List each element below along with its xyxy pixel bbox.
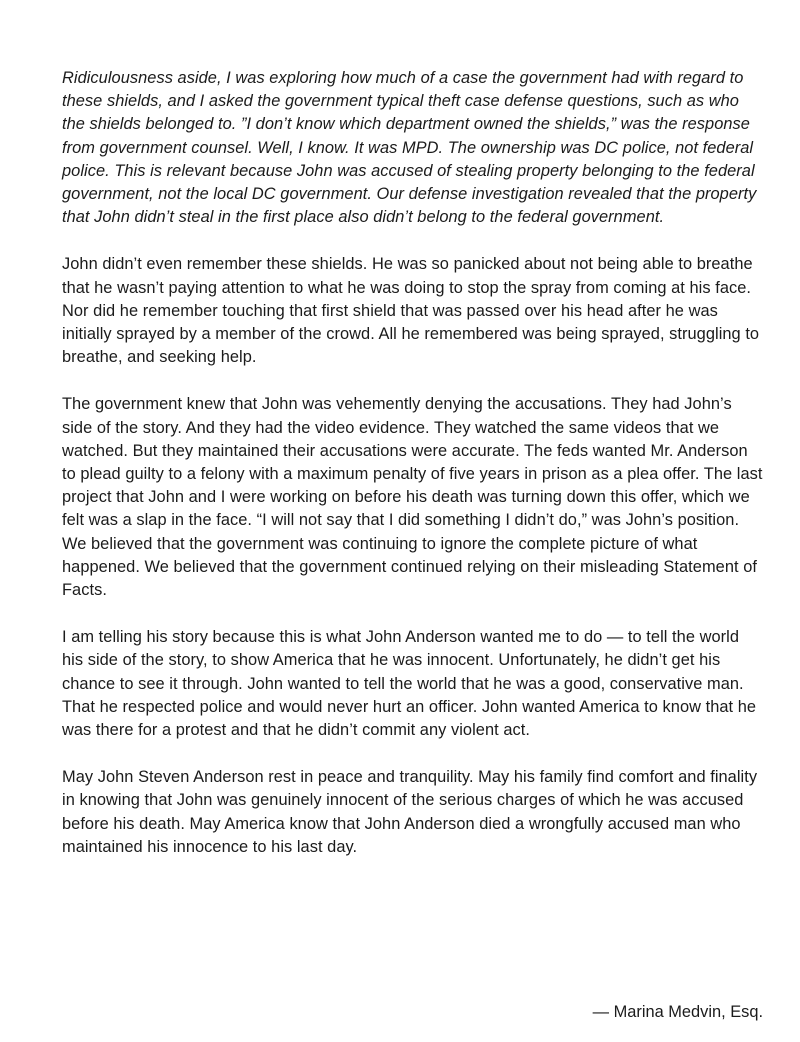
paragraph-government-accusations: The government knew that John was vehemently denying the accusations. They had John’s side of the story. And they had the video evidence. They watched the same videos that we watched. But they maintained their accusations were accurate. The feds wanted Mr. Anderson to plead guilty to a felony with a maximum penalty of five years in prison as a plea offer. The last project that John and I were working on before his death was turning down this offer, which we felt was a slap in the face. “I will not say that I did something I didn’t do,” was John’s position. We believed that the government was continuing to ignore the complete picture of what happened. We believed that the government continued relying on their misleading Statement of Facts. <box>62 395 763 600</box>
author-signature: — Marina Medvin, Esq. <box>592 1003 763 1021</box>
paragraph-telling-story: I am telling his story because this is what John Anderson wanted me to do — to tell the world his side of the story, to show America that he was innocent. Unfortunately, he didn’t get his chance to see it through. John wanted to tell the world that he was a good, conservative man. That he respected police and would never hurt an officer. John wanted America to know that he was there for a protest and that he didn’t commit any violent act. <box>62 628 757 740</box>
paragraph-spacer <box>62 369 764 393</box>
paragraph-shields-ownership: Ridiculousness aside, I was exploring how much of a case the government had with regard to these shields, and I asked the government typical theft case defense questions, such as who the shields belonged to. ”I don’t know which department owned the shields,” was the response from government counsel. Well, I know. It was MPD. The ownership was DC police, not federal police. This is relevant because John was accused of stealing property belonging to the federal government, not the local DC government. Our defense investigation revealed that the property that John didn’t steal in the first place also didn’t belong to the federal government. <box>62 69 757 227</box>
paragraph-spacer <box>62 602 764 626</box>
paragraph-john-memory: John didn’t even remember these shields. He was so panicked about not being able to breathe that he wasn’t paying attention to what he was doing to stop the spray from coming at his face. Nor did he remember touching that first shield that was passed over his head after he was initially sprayed by a member of the crowd. All he remembered was being sprayed, struggling to breathe, and seeking help. <box>62 255 760 367</box>
paragraph-rest-in-peace: May John Steven Anderson rest in peace and tranquility. May his family find comfort and finality in knowing that John was genuinely innocent of the serious charges of which he was accused before his death. May America know that John Anderson died a wrongfully accused man who maintained his innocence to his last day. <box>62 768 758 856</box>
paragraph-spacer <box>62 229 764 253</box>
paragraph-spacer <box>62 742 764 766</box>
document-body <box>62 67 764 859</box>
